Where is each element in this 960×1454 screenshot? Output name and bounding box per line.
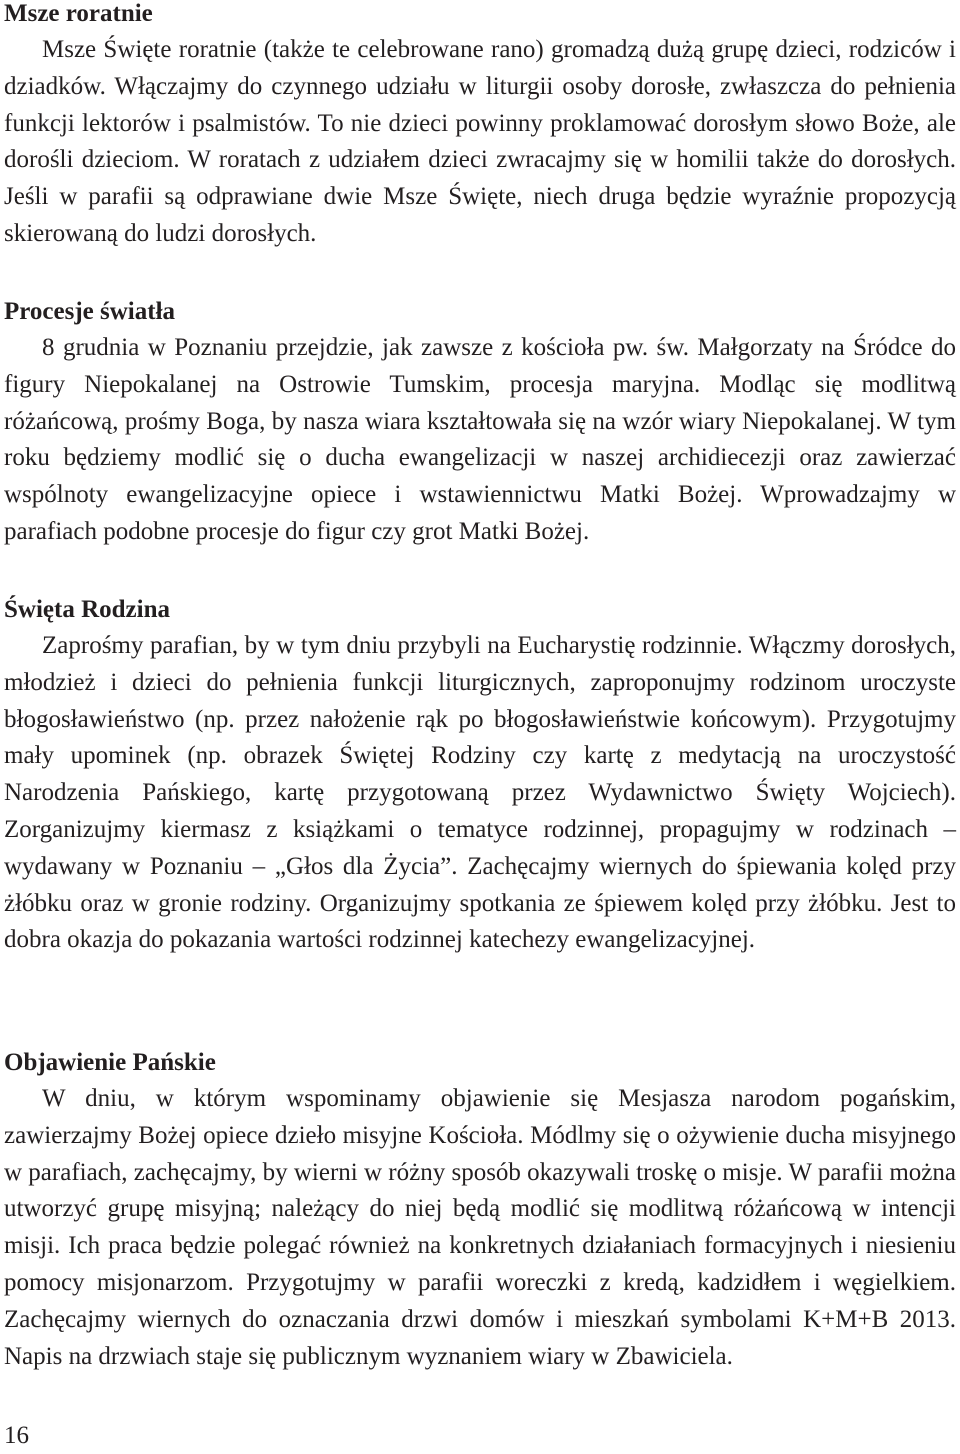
section-heading: Objawienie Pańskie <box>4 1049 216 1076</box>
section-heading: Msze roratnie <box>4 0 153 27</box>
section-heading: Święta Rodzina <box>4 596 170 623</box>
section-swieta-rodzina <box>4 592 956 959</box>
section-msze-roratnie <box>4 0 956 253</box>
section-objawienie-panskie <box>4 1045 956 1375</box>
section-heading: Procesje światła <box>4 298 176 325</box>
section-paragraph: 8 grudnia w Poznaniu przejdzie, jak zawsze z kościoła pw. św. Małgorzaty na Śródce do figury Niepokalanej na Ostrowie Tumskim, procesja maryjna. Modląc się modlitwą różańcową, prośmy Boga, by nasza wiara kształtowała się na wzór wiary Niepokalanej. W tym roku będziemy modlić się o ducha ewangelizacji w naszej archidiecezji oraz zawierzać wspólnoty ewangelizacyjne opiece i wstawiennictwu Matki Bożej. Wprowadzajmy w parafiach podobne procesje do figur czy grot Matki Bożej. <box>4 334 956 545</box>
section-paragraph: W dniu, w którym wspominamy objawienie się Mesjasza narodom pogańskim, zawierzajmy Bożej opiece dzieło misyjne Kościoła. Módlmy się o ożywienie ducha misyjnego w parafiach, zachęcajmy, by wierni w różny sposób okazywali troskę o misje. W parafii można utworzyć grupę misyjną; należący do niej będą modlić się modlitwą różańcową w intencji misji. Ich praca będzie polegać również na konkretnych działaniach formacyjnych i niesieniu pomocy misjonarzom. Przygotujmy w parafii woreczki z kredą, kadzidłem i węgielkiem. Zachęcajmy wiernych do oznaczania drzwi domów i mieszkań symbolami K+M+B 2013. Napis na drzwiach staje się publicznym wyznaniem wiary w Zbawiciela. <box>4 1085 956 1370</box>
section-paragraph: Msze Święte roratnie (także te celebrowane rano) gromadzą dużą grupę dzieci, rodziców i dziadków. Włączajmy do czynnego udziału w liturgii osoby dorosłe, zwłaszcza do pełnienia funkcji lektorów i psalmistów. To nie dzieci powinny proklamować dorosłym słowo Boże, ale dorośli dzieciom. W roratach z udziałem dzieci zwracajmy się w homilii także do dorosłych. Jeśli w parafii są odprawiane dwie Msze Święte, niech druga będzie wyraźnie propozycją skierowaną do ludzi dorosłych. <box>4 36 956 247</box>
page-number: 16 <box>4 1422 29 1449</box>
section-paragraph: Zaprośmy parafian, by w tym dniu przybyli na Eucharystię rodzinnie. Włączmy dorosłych, młodzież i dzieci do pełnienia funkcji liturgicznych, zaproponujmy rodzinom uroczyste błogosławieństwo (np. przez nałożenie rąk po błogosławieństwie końcowym). Przygotujmy mały upominek (np. obrazek Świętej Rodziny czy kartę z medytacją na uroczystość Narodzenia Pańskiego, kartę przygotowaną przez Wydawnictwo Święty Wojciech). Zorganizujmy kiermasz z książkami o tematyce rodzinnej, propagujmy w rodzinach – wydawany w Poznaniu – „Głos dla Życia”. Zachęcajmy wiernych do śpiewania kolęd przy żłóbku oraz w gronie rodziny. Organizujmy spotkania ze śpiewem kolęd przy żłóbku. Jest to dobra okazja do pokazania wartości rodzinnej katechezy ewangelizacyjnej. <box>4 632 956 954</box>
section-procesje-swiatla <box>4 294 956 551</box>
